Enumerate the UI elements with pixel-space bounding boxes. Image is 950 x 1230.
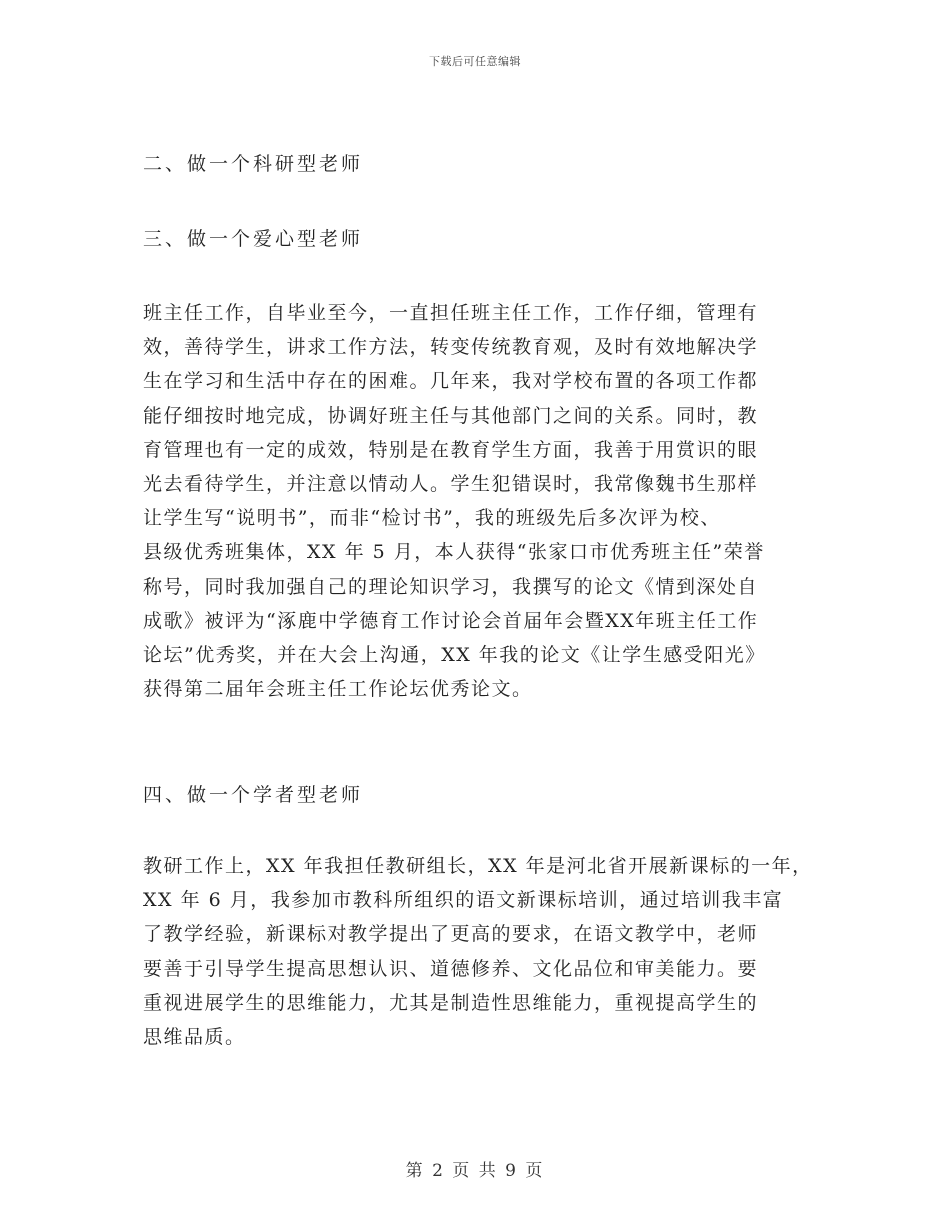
paragraph-line: 效，善待学生，讲求工作方法，转变传统教育观，及时有效地解决学 [143,336,759,359]
paragraph-class-teacher-work [143,296,823,706]
paragraph-line: 生在学习和生活中存在的困难。几年来，我对学校布置的各项工作都 [143,370,759,393]
paragraph-line: 教研工作上，XX 年我担任教研组长，XX 年是河北省开展新课标的一年， [143,855,813,877]
paragraph-teaching-research [143,849,823,1054]
paragraph-line: 获得第二届年会班主任工作论坛优秀论文。 [143,678,533,701]
paragraph-line: 思维品质。 [143,1025,246,1048]
paragraph-line: 称号，同时我加强自己的理论知识学习，我撰写的论文《情到深处自 [143,575,759,598]
paragraph-line: 班主任工作，自毕业至今，一直担任班主任工作，工作仔细，管理有 [143,302,759,324]
page-number: 第 2 页 共 9 页 [405,1161,545,1181]
paragraph-line: XX 年 6 月，我参加市教科所组织的语文新课标培训，通过培训我丰富 [143,889,784,912]
section-heading-research-teacher: 二、做一个科研型老师 [143,153,364,175]
paragraph-line: 重视进展学生的思维能力，尤其是制造性思维能力，重视提高学生的 [143,991,759,1014]
header-note: 下载后可任意编辑 [429,55,521,68]
paragraph-line: 能仔细按时地完成，协调好班主任与其他部门之间的关系。同时，教 [143,404,759,427]
paragraph-line: 育管理也有一定的成效，特别是在教育学生方面，我善于用赏识的眼 [143,438,759,461]
paragraph-line: 论坛”优秀奖，并在大会上沟通，XX 年我的论文《让学生感受阳光》 [143,643,766,666]
paragraph-line: 成歌》被评为“涿鹿中学德育工作讨论会首届年会暨XX年班主任工作 [143,609,759,632]
paragraph-line: 让学生写“说明书”，而非“检讨书”，我的班级先后多次评为校、 [143,507,721,530]
section-heading-caring-teacher: 三、做一个爱心型老师 [143,228,364,250]
paragraph-line: 光去看待学生，并注意以情动人。学生犯错误时，我常像魏书生那样 [143,472,759,495]
paragraph-line: 县级优秀班集体，XX 年 5 月，本人获得“张家口市优秀班主任”荣誉 [143,541,765,564]
section-heading-scholar-teacher: 四、做一个学者型老师 [143,784,364,806]
paragraph-line: 了教学经验，新课标对教学提出了更高的要求，在语文教学中，老师 [143,923,759,946]
paragraph-line: 要善于引导学生提高思想认识、道德修养、文化品位和审美能力。要 [143,957,759,980]
